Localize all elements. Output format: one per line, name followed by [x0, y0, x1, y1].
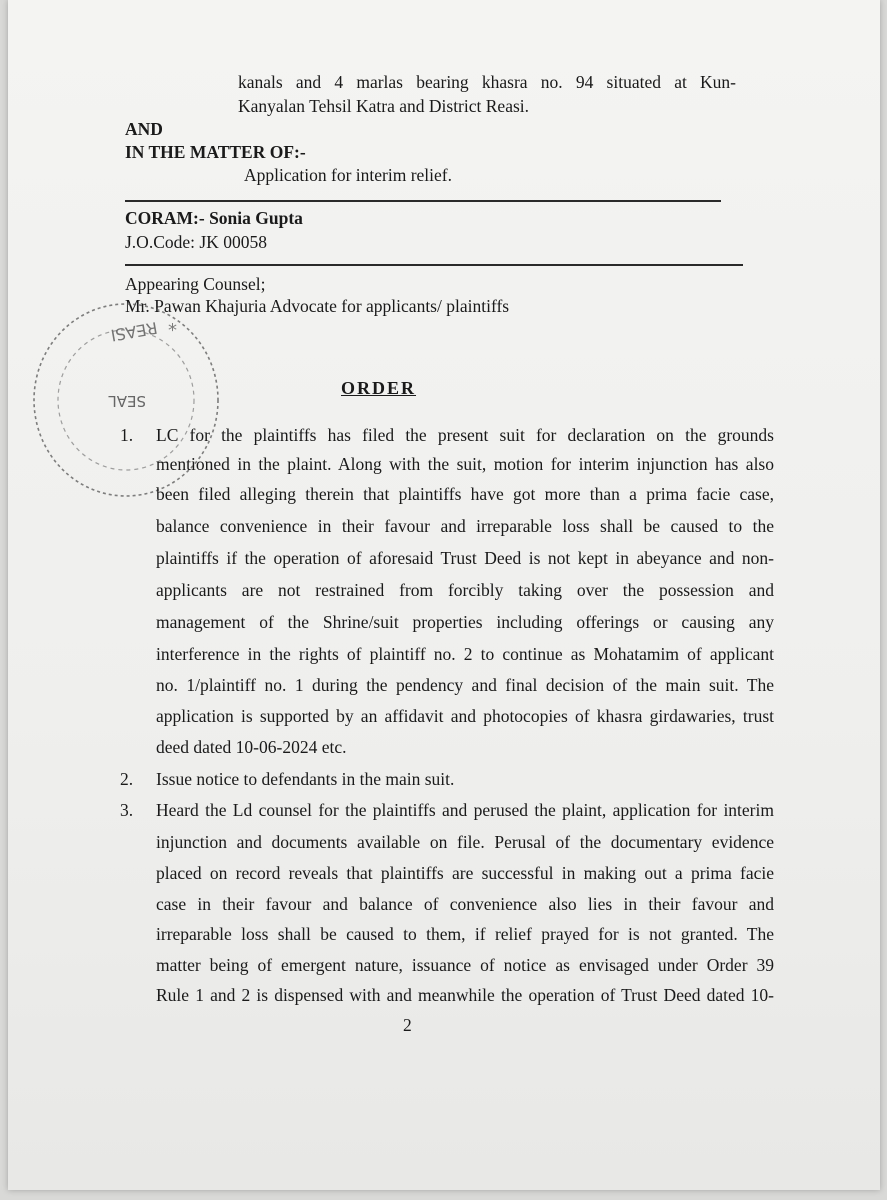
counsel-label: Appearing Counsel;: [125, 274, 266, 294]
paragraph-line: deed dated 10-06-2024 etc.: [156, 737, 347, 757]
divider-mid: [125, 264, 743, 266]
paragraph-2: Issue notice to defendants in the main suit.: [156, 769, 455, 789]
paragraph-line: mentioned in the plaint. Along with the suit, motion for interim injunction has also: [156, 454, 774, 474]
page-number: 2: [403, 1015, 412, 1035]
paragraph-line: plaintiffs if the operation of aforesaid Trust Deed is not kept in abeyance and non-: [156, 548, 774, 568]
paragraph-line: irreparable loss shall be caused to them, if relief prayed for is not granted. The: [156, 924, 774, 944]
paragraph-line: application is supported by an affidavit and photocopies of khasra girdawaries, trust: [156, 706, 774, 726]
paragraph-line: placed on record reveals that plaintiffs are successful in making out a prima facie: [156, 863, 774, 883]
document-page: [8, 0, 880, 1190]
order-title: ORDER: [341, 378, 417, 398]
divider-top: [125, 200, 721, 202]
svg-text:*: *: [168, 320, 177, 341]
and-heading: AND: [125, 119, 163, 139]
paragraph-line: applicants are not restrained from forcibly taking over the possession and: [156, 580, 774, 600]
paragraph-line: LC for the plaintiffs has filed the present suit for declaration on the grounds: [156, 425, 774, 445]
paragraph-line: Heard the Ld counsel for the plaintiffs and perused the plaint, application for interim: [156, 800, 774, 820]
property-line-1: kanals and 4 marlas bearing khasra no. 94 situated at Kun-: [238, 72, 736, 92]
application-title: Application for interim relief.: [244, 165, 452, 185]
jo-code: J.O.Code: JK 00058: [125, 232, 267, 252]
paragraph-2-number: 2.: [120, 769, 134, 789]
stamp-text-top: REASI: [109, 318, 159, 345]
paragraph-line: no. 1/plaintiff no. 1 during the pendency and final decision of the main suit. The: [156, 675, 774, 695]
paragraph-line: matter being of emergent nature, issuance of notice as envisaged under Order 39: [156, 955, 774, 975]
paragraph-3-number: 3.: [120, 800, 134, 820]
property-line-2: Kanyalan Tehsil Katra and District Reasi.: [238, 96, 530, 116]
paragraph-line: been filed alleging therein that plaintiffs have got more than a prima facie case,: [156, 484, 774, 504]
counsel-name: Mr. Pawan Khajuria Advocate for applicants/ plaintiffs: [125, 296, 510, 316]
matter-heading: IN THE MATTER OF:-: [125, 142, 306, 162]
paragraph-line: case in their favour and balance of convenience also lies in their favour and: [156, 894, 774, 914]
stamp-text-mid: SEAL: [108, 392, 146, 410]
coram-judge: CORAM:- Sonia Gupta: [125, 208, 303, 228]
court-seal-stamp: [18, 290, 228, 510]
paragraph-line: balance convenience in their favour and irreparable loss shall be caused to the: [156, 516, 774, 536]
paragraph-line: Rule 1 and 2 is dispensed with and meanwhile the operation of Trust Deed dated 10-: [156, 985, 774, 1005]
paragraph-line: injunction and documents available on file. Perusal of the documentary evidence: [156, 832, 774, 852]
paragraph-1-number: 1.: [120, 425, 134, 445]
paragraph-line: management of the Shrine/suit properties including offerings or causing any: [156, 612, 774, 632]
paragraph-line: interference in the rights of plaintiff no. 2 to continue as Mohatamim of applicant: [156, 644, 774, 664]
